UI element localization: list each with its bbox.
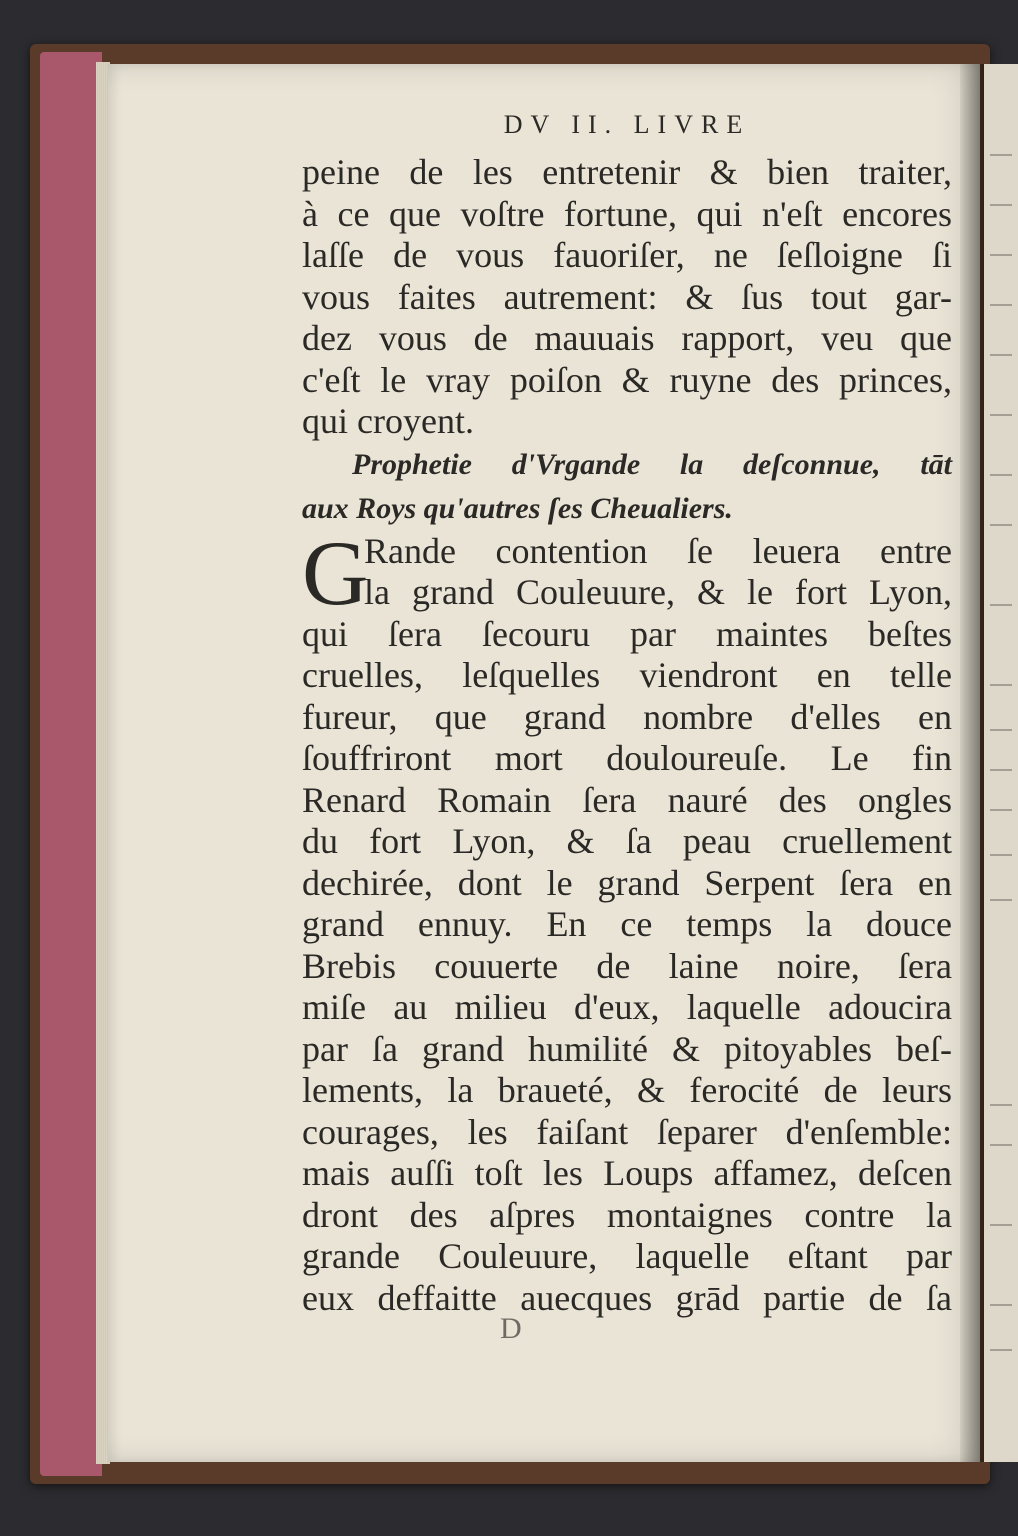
section-heading: [302, 443, 952, 531]
facing-page-fragment: [990, 899, 1012, 901]
text-line: Renard Romain ſera nauré des ongles: [302, 779, 952, 820]
facing-page-fragment: [990, 524, 1012, 526]
paragraph: [302, 521, 952, 1320]
drop-capital: G: [302, 521, 369, 624]
facing-page-fragment: [990, 604, 1012, 606]
text-line: c'eſt le vray poiſon & ruyne des princes,: [302, 359, 952, 400]
text-before-heading: [302, 152, 952, 443]
text-line: mais auſſi toſt les Loups affamez, deſcen: [302, 1153, 952, 1193]
text-line: du fort Lyon, & ſa peau cruellement: [302, 821, 952, 861]
facing-page: [984, 64, 1018, 1462]
text-line: dez vous de mauuais rapport, veu que: [302, 318, 952, 358]
signature-mark: D: [500, 1312, 522, 1345]
text-line: cruelles, leſquelles viendront en telle: [302, 655, 952, 695]
text-line: qui croyent.: [302, 401, 474, 441]
text-line: par ſa grand humilité & pitoyables beſ-: [302, 1028, 952, 1069]
facing-page-fragment: [990, 414, 1012, 416]
facing-page-fragment: [990, 854, 1012, 856]
text-line: ſouffriront mort douloureuſe. Le fin: [302, 738, 952, 778]
text-line: Rande contention ſe leuera entre: [364, 530, 952, 571]
text-line: vous faites autrement: & ſus tout gar-: [302, 276, 952, 317]
facing-page-fragment: [990, 684, 1012, 686]
text-line: fureur, que grand nombre d'elles en: [302, 696, 952, 737]
facing-page-fragment: [990, 1224, 1012, 1226]
facing-page-fragment: [990, 1349, 1012, 1351]
facing-page-fragment: [990, 1304, 1012, 1306]
facing-page-fragment: [990, 809, 1012, 811]
facing-page-fragment: [990, 729, 1012, 731]
facing-page-fragment: [990, 254, 1012, 256]
running-head: DV II. LIVRE: [503, 110, 751, 139]
text-line: grande Couleuure, laquelle eſtant par: [302, 1236, 952, 1276]
facing-page-fragment: [990, 304, 1012, 306]
heading-line: aux Roys qu'autres ſes Cheualiers.: [302, 491, 733, 525]
text-line: courages, les faiſant ſeparer d'enſemble:: [302, 1111, 952, 1152]
text-line: miſe au milieu d'eux, laquelle adoucira: [302, 987, 952, 1027]
facing-page-fragment: [990, 1104, 1012, 1106]
facing-page-fragment: [990, 154, 1012, 156]
text-line: la grand Couleuure, & le fort Lyon,: [364, 572, 952, 612]
page-edge-marbled: [40, 52, 102, 1476]
facing-page-fragment: [990, 1144, 1012, 1146]
text-line: dront des aſpres montaignes contre la: [302, 1194, 952, 1235]
text-line: laſſe de vous fauoriſer, ne ſeſloigne ſi: [302, 235, 952, 275]
heading-line: Prophetie d'Vrgande la deſconnue, tāt: [352, 447, 952, 481]
text-line: à ce que voſtre fortune, qui n'eſt encores: [302, 193, 952, 234]
text-line: qui ſera ſecouru par maintes beſtes: [302, 613, 952, 654]
text-line: Brebis couuerte de laine noire, ſera: [302, 945, 952, 986]
facing-page-fragment: [990, 354, 1012, 356]
page-gutter: [960, 64, 984, 1462]
facing-page-fragment: [990, 204, 1012, 206]
page-text: [302, 108, 952, 1319]
text-line: lements, la braueté, & ferocité de leurs: [302, 1070, 952, 1110]
facing-page-fragment: [990, 474, 1012, 476]
facing-page-fragment: [990, 769, 1012, 771]
text-line: dechirée, dont le grand Serpent ſera en: [302, 862, 952, 903]
text-line: peine de les entretenir & bien traiter,: [302, 152, 952, 192]
text-line: grand ennuy. En ce temps la douce: [302, 904, 952, 944]
text-line: eux deffaitte auecques grād partie de ſa: [302, 1277, 952, 1318]
